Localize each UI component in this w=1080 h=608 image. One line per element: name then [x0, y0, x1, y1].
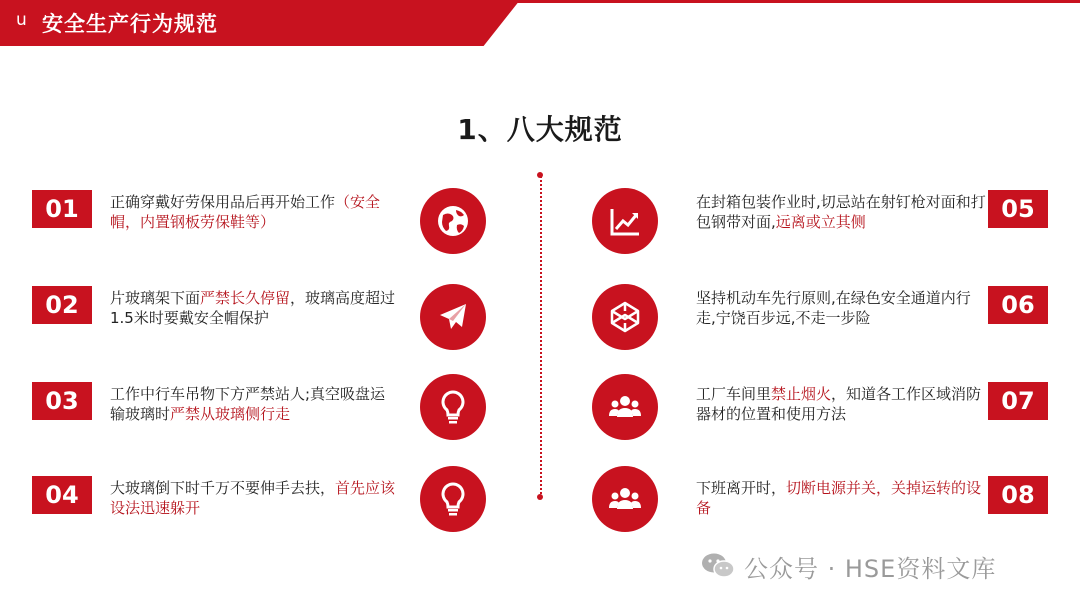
lightbulb-icon: [420, 466, 486, 532]
group-icon: [592, 466, 658, 532]
group-icon: [592, 374, 658, 440]
rule-text: 工厂车间里禁止烟火，知道各工作区域消防器材的位置和使用方法: [696, 385, 982, 423]
center-divider: [540, 176, 542, 498]
rule-text: 下班离开时，切断电源并关，关掉运转的设备: [696, 479, 982, 517]
wechat-icon: [700, 552, 736, 580]
rule-number: 04: [32, 476, 92, 514]
divider-top-dot: [537, 172, 543, 178]
divider-bottom-dot: [537, 494, 543, 500]
lightbulb-icon: [420, 374, 486, 440]
codepen-icon: [592, 284, 658, 350]
rule-text: 在封箱包装作业时,切忌站在射钉枪对面和打包钢带对面,远离或立其侧: [696, 193, 986, 231]
paper-plane-icon: [420, 284, 486, 350]
rule-number: 05: [988, 190, 1048, 228]
rule-number: 07: [988, 382, 1048, 420]
rule-number: 08: [988, 476, 1048, 514]
section-title: 1、八大规范: [457, 113, 623, 146]
rule-text: 工作中行车吊物下方严禁站人;真空吸盘运输玻璃时严禁从玻璃侧行走: [110, 385, 386, 423]
header-bullet: u: [16, 10, 27, 30]
rule-text: 坚持机动车先行原则,在绿色安全通道内行走,宁饶百步远,不走一步险: [696, 289, 971, 327]
line-chart-icon: [592, 188, 658, 254]
watermark-text: 公众号 · HSE资料文库: [744, 555, 997, 583]
rule-text: 大玻璃倒下时千万不要伸手去扶，首先应该设法迅速躲开: [110, 479, 396, 517]
rule-text: 片玻璃架下面严禁长久停留，玻璃高度超过1.5米时要戴安全帽保护: [110, 289, 396, 327]
rule-number: 01: [32, 190, 92, 228]
header-title: 安全生产行为规范: [42, 12, 218, 36]
rule-number: 03: [32, 382, 92, 420]
rule-number: 06: [988, 286, 1048, 324]
globe-icon: [420, 188, 486, 254]
rule-text: 正确穿戴好劳保用品后再开始工作（安全帽，内置钢板劳保鞋等）: [110, 193, 381, 231]
rule-number: 02: [32, 286, 92, 324]
